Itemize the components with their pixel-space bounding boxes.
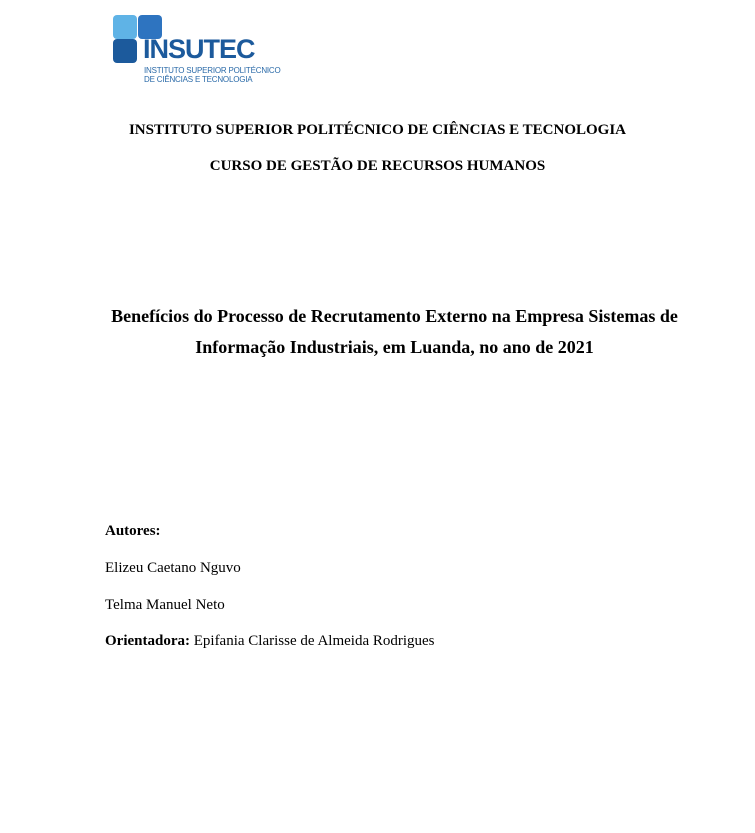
- course-name: CURSO DE GESTÃO DE RECURSOS HUMANOS: [209, 158, 546, 174]
- logo-subtitle: [144, 66, 281, 84]
- logo-subtitle-line2: DE CIÊNCIAS E TECNOLOGIA: [144, 75, 253, 84]
- authors-label: Autores:: [105, 523, 161, 539]
- insutec-logo: [111, 14, 281, 86]
- document-title: Benefícios do Processo de Recrutamento Externo na Empresa Sistemas de Informação Industriais, em Luanda, no ano de 2021: [111, 306, 678, 357]
- author-name: Telma Manuel Neto: [105, 597, 225, 613]
- logo-subtitle-line1: INSTITUTO SUPERIOR POLITÉCNICO: [144, 66, 281, 75]
- advisor-name: Epifania Clarisse de Almeida Rodrigues: [193, 633, 435, 649]
- advisor-label: Orientadora:: [105, 633, 190, 649]
- logo-brand-text: INSUTEC: [143, 34, 255, 64]
- institution-name: INSTITUTO SUPERIOR POLITÉCNICO DE CIÊNCIAS E TECNOLOGIA: [128, 122, 627, 138]
- advisor-line: [105, 633, 435, 650]
- author-name: Elizeu Caetano Nguvo: [105, 560, 241, 576]
